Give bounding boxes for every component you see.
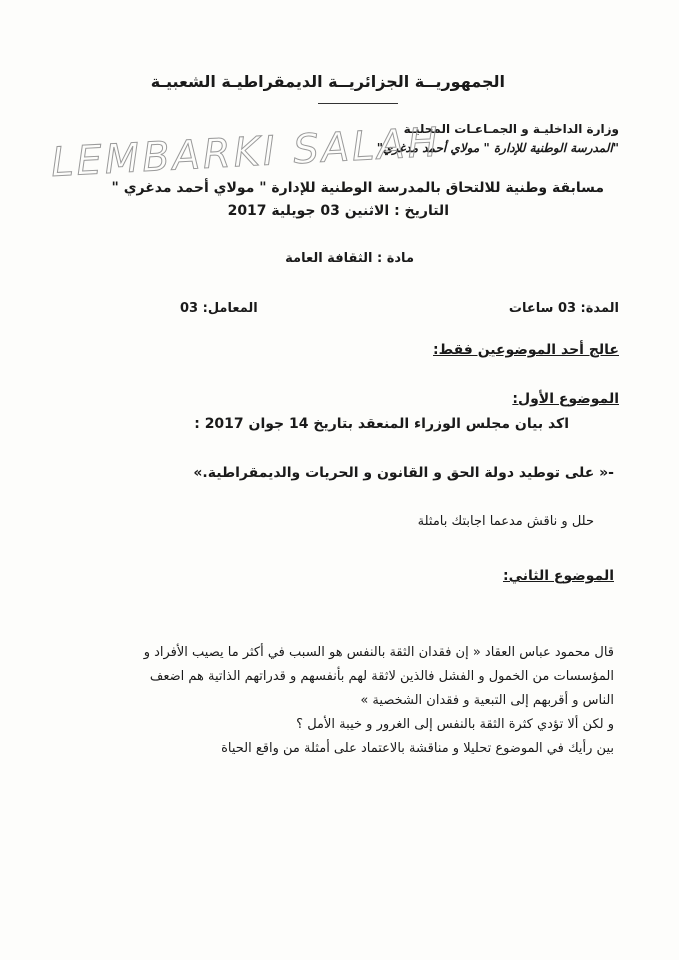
topic2-line: و لكن ألا تؤدي كثرة الثقة بالنفس إلى الغرور و خيبة الأمل ؟ — [296, 717, 614, 732]
exam-coefficient: المعامل: 03 — [180, 301, 258, 316]
header-divider — [318, 103, 398, 104]
ministry-name: وزارة الداخليـة و الجمـاعـات المحليـة — [403, 122, 619, 136]
exam-title: مسابقة وطنية للالتحاق بالمدرسة الوطنية للإدارة " مولاي أحمد مدغري " — [111, 180, 604, 196]
topic2-line: قال محمود عباس العقاد « إن فقدان الثقة بالنفس هو السبب في أكثر ما يصيب الأفراد و — [143, 645, 614, 660]
exam-date: التاريخ : الاثنين 03 جويلية 2017 — [227, 203, 449, 219]
topic2-line: بين رأيك في الموضوع تحليلا و مناقشة بالاعتماد على أمثلة من واقع الحياة — [221, 741, 614, 756]
watermark-text: LEMBARKI SALAH — [50, 119, 442, 186]
topic1-line2: -« على توطيد دولة الحق و القانون و الحريات والديمقراطية.» — [193, 465, 614, 481]
exam-instruction: عالج أحد الموضوعين فقط: — [433, 342, 619, 358]
topic2-heading: الموضوع الثاني: — [502, 568, 614, 584]
republic-title: الجمهوريــة الجزائريــة الديمقراطيـة الشعبيـة — [150, 72, 505, 91]
exam-subject: مادة : الثقافة العامة — [285, 251, 414, 266]
topic2-line: المؤسسات من الخمول و الفشل فالذين لاثقة لهم بأنفسهم و قدراتهم الذاتية هم اضعف — [149, 669, 614, 684]
topic2-line: الناس و أقربهم إلى التبعية و فقدان الشخصية » — [360, 693, 614, 708]
topic1-line1: اكد بيان مجلس الوزراء المنعقد بتاريخ 14 جوان 2017 : — [194, 416, 569, 432]
topic1-line3: حلل و ناقش مدعما اجابتك بامثلة — [417, 514, 594, 529]
school-name: "المدرسة الوطنية للإدارة " مولاي أحمد مدغري" — [376, 141, 619, 155]
topic1-heading: الموضوع الأول: — [512, 391, 619, 407]
exam-duration: المدة: 03 ساعات — [508, 301, 619, 316]
